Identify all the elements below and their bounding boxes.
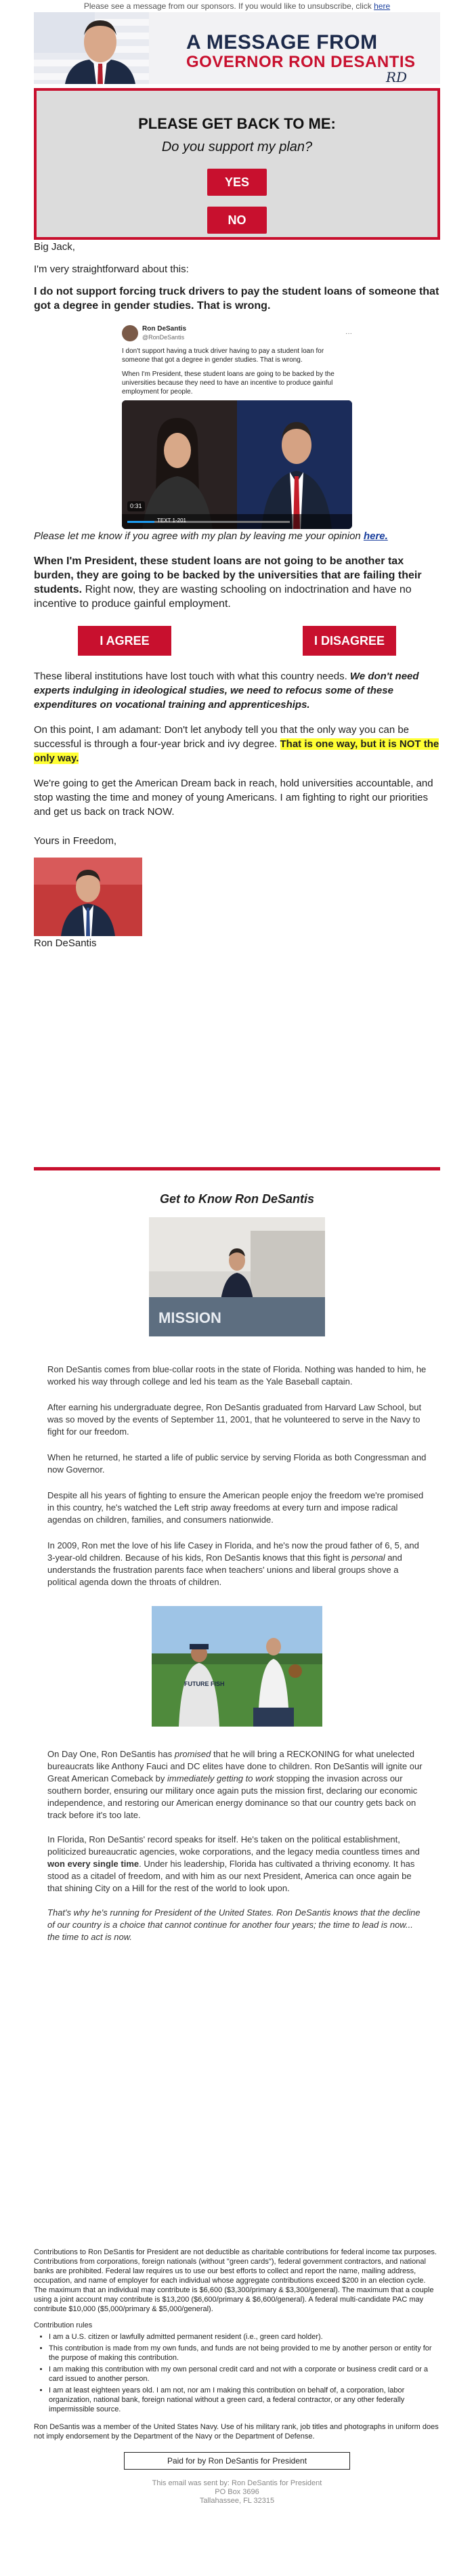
rally-photo xyxy=(149,1217,325,1336)
bio-paragraph-6: On Day One, Ron DeSantis has promised that he will bring a RECKONING for what unelected bureaucrats like Anthony Fauci and DC elites have done to children. Ron DeSantis will ignite our Great American Comeback by immediately getting to work stopping the invasion across our southern border, ensuring our military once again puts the mission first, declaring our economic independence, and restoring our American energy dominance so that our country gets back on track before it's too late. xyxy=(47,1749,423,1820)
letter-paragraph-4 xyxy=(34,669,440,712)
unsubscribe-text: Please see a message from our sponsors. If you would like to unsubscribe, click xyxy=(83,1,372,11)
opinion-prompt-text: Please let me know if you agree with my plan by leaving me your opinion xyxy=(34,530,361,542)
contribution-rules-list xyxy=(34,2332,440,2414)
no-button[interactable]: NO xyxy=(207,207,267,234)
unsubscribe-notice xyxy=(0,0,474,12)
letter-paragraph-2: I do not support forcing truck drivers to pay the student loans of someone that got a degree in gender studies. That is wrong. xyxy=(34,286,439,312)
sender-info xyxy=(34,2479,440,2506)
letter-paragraph-1: I'm very straightforward about this: xyxy=(34,263,189,275)
poll-box xyxy=(34,88,440,240)
contribution-rule: • I am a U.S. citizen or lawfully admitted permanent resident (i.e., green card holder). xyxy=(49,2332,440,2342)
contribution-rule: • This contribution is made from my own funds, and funds are not being provided to me by another person or entity for the purpose of making this contribution. xyxy=(49,2344,440,2363)
contribution-rules-title: Contribution rules xyxy=(34,2321,93,2329)
baseball-photo xyxy=(152,1606,322,1727)
contribution-rule: • I am at least eighteen years old. I am not, nor am I making this contribution on behalf of, a corporation, labor organization, national bank, foreign national without a green card, a federal contractor, or any other federally impermissible source. xyxy=(49,2386,440,2414)
bio-text-2 xyxy=(47,1748,427,1943)
opinion-link[interactable]: here. xyxy=(363,530,388,542)
navy-disclaimer: Ron DeSantis was a member of the United States Navy. Use of his military rank, job titles and photographs in uniform does not imply endorsement by the Department of the Navy or the Department of Defense. xyxy=(34,2423,439,2441)
bio-text xyxy=(47,1364,427,1588)
bio-paragraph-3: When he returned, he started a life of public service by serving Florida as both Congressman and now Governor. xyxy=(47,1452,427,1475)
agree-button[interactable]: I AGREE xyxy=(78,626,171,656)
bio-paragraph-4: Despite all his years of fighting to ensure the American people enjoy the freedom we're promised in this country, he's watched the Left strip away freedoms at every turn and impose radical agendas on children, families, and consumers nationwide. xyxy=(47,1490,424,1525)
photo1-text: MISSION xyxy=(158,1309,221,1326)
tweet-text-2: When I'm President, these student loans are going to be backed by the universities because they need to have an incentive to produce gainful employment for people. xyxy=(122,371,335,396)
paragraph-4-plain: These liberal institutions have lost touch with what this country needs. xyxy=(34,671,350,682)
video-frame xyxy=(122,400,352,529)
tweet-video[interactable] xyxy=(122,400,352,529)
governor-portrait xyxy=(60,15,141,84)
legal-footer xyxy=(34,2247,440,2506)
yes-button[interactable]: YES xyxy=(207,169,267,196)
signature-name: Ron DeSantis xyxy=(34,937,97,949)
bio-paragraph-8: That's why he's running for President of the United States. Ron DeSantis knows that the decline of our country is a choice that cannot continue for another four years; the time to lead is now... the time to act is now. xyxy=(47,1907,421,1942)
letter-paragraph-6: We're going to get the American Dream back in reach, hold universities accountable, and stop wasting the time and money of young Americans. I am fighting to right our priorities and get us back on track NOW. xyxy=(34,778,433,818)
poll-question: Do you support my plan? xyxy=(161,140,313,154)
bio-paragraph-7: In Florida, Ron DeSantis' record speaks for itself. He's taken on the political establishment, politicized bureaucratic agencies, woke corporations, and the legacy media countless times and won every single time. Under his leadership, Florida has cultivated a thriving economy. It has stood as a citadel of freedom, and with him as our next President, America can once again be that shining City on a Hill for the rest of the world to look upon. xyxy=(47,1834,420,1893)
banner-title-line2: GOVERNOR RON DESANTIS xyxy=(186,53,416,71)
tweet-author-name: Ron DeSantis xyxy=(142,325,187,333)
paragraph-3-rest: Right now, they are wasting schooling on indoctrination and have no incentive to produce gainful employment. xyxy=(34,584,412,610)
tweet-author-handle: @RonDeSantis xyxy=(142,334,185,341)
paragraph-5-plain: On this point, I am adamant: Don't let anybody tell you that the only way you can be successful is through a four-year brick and ivy degree. xyxy=(34,724,410,750)
paragraph-5-highlight: That is one way, but it is NOT the only way. xyxy=(34,738,439,764)
tweet-avatar xyxy=(122,325,138,341)
video-time: 0:31 xyxy=(127,501,145,511)
header-banner xyxy=(34,12,440,84)
video-tag: TEXT 1-201 xyxy=(157,518,186,524)
letter xyxy=(34,240,440,950)
disagree-button[interactable]: I DISAGREE xyxy=(303,626,396,656)
paid-for-by: Paid for by Ron DeSantis for President xyxy=(124,2452,350,2470)
sender-po-box: PO Box 3696 xyxy=(215,2488,259,2496)
contribution-rule: • I am making this contribution with my own personal credit card and not with a corporate or business credit card or a card issued to another person. xyxy=(49,2365,440,2384)
closing: Yours in Freedom, xyxy=(34,835,117,847)
contribution-disclaimer: Contributions to Ron DeSantis for President are not deductible as charitable contributions for federal income tax purposes. Contributions from corporations, foreign nationals (without "green cards"), federal government contractors, and national banks are prohibited. Federal law requires us to use our best efforts to collect and report the name, mailing address, occupation, and name of employer for each individual whose aggregate contributions exceed $200 in an election cycle. The maximum that an individual may contribute is $6,600 ($3,300/primary & $3,300/general). The maximum that a couple using a joint account may contribute is $13,200 ($6,600/primary & $6,600/general). A federal multi-candidate PAC may contribute $10,000 ($5,000/primary & $5,000/general). xyxy=(34,2248,437,2313)
email-body xyxy=(34,12,440,950)
bio-paragraph-2: After earning his undergraduate degree, Ron DeSantis graduated from Harvard Law School, but was so moved by the events of September 11, 2001, that he volunteered to serve in the Navy to fight for our freedom. xyxy=(47,1402,422,1437)
signature-photo xyxy=(34,858,142,936)
opinion-prompt xyxy=(34,529,440,543)
poll-heading: PLEASE GET BACK TO ME: xyxy=(138,115,336,132)
tweet-header xyxy=(122,324,352,343)
photo2-text: FUTURE FISH xyxy=(184,1681,225,1687)
bio-paragraph-5: In 2009, Ron met the love of his life Casey in Florida, and he's now the proud father of 6, 5, and 3-year-old children. Because of his kids, Ron DeSantis knows that this fight is personal and understands the frustration parents face when teachers' unions and liberal groups shove a political agenda down the throats of children. xyxy=(47,1540,419,1587)
tweet-embed[interactable] xyxy=(122,324,352,529)
letter-paragraph-3 xyxy=(34,554,440,611)
bio-paragraph-1: Ron DeSantis comes from blue-collar roots in the state of Florida. Nothing was handed to him, he worked his way through college and led his team as the Yale Baseball captain. xyxy=(47,1364,427,1387)
banner-title-line1: A MESSAGE FROM xyxy=(186,31,378,54)
banner-signature: RD xyxy=(386,69,408,84)
tweet-text-1: I don't support having a truck driver having to pay a student loan for someone that got a degree in gender studies. That is wrong. xyxy=(122,347,324,364)
agree-buttons xyxy=(78,626,396,656)
about-section xyxy=(34,1170,440,1943)
paragraph-3-bold: When I'm President, these student loans are not going to be another tax burden, they are going to be backed by the universities that are failing their students. xyxy=(34,555,422,595)
sender-line: This email was sent by: Ron DeSantis for President xyxy=(152,2479,322,2487)
greeting: Big Jack, xyxy=(34,241,75,253)
about-heading: Get to Know Ron DeSantis xyxy=(159,1192,314,1206)
sender-city: Tallahassee, FL 32315 xyxy=(199,2497,275,2505)
unsubscribe-link[interactable]: here xyxy=(374,1,391,11)
paragraph-4-emphasis: We don't need experts indulging in ideological studies, we need to refocus some of these expenditures on vocational training and apprenticeships. xyxy=(34,671,419,711)
more-options-icon[interactable]: ··· xyxy=(345,329,352,337)
letter-paragraph-5 xyxy=(34,723,440,765)
